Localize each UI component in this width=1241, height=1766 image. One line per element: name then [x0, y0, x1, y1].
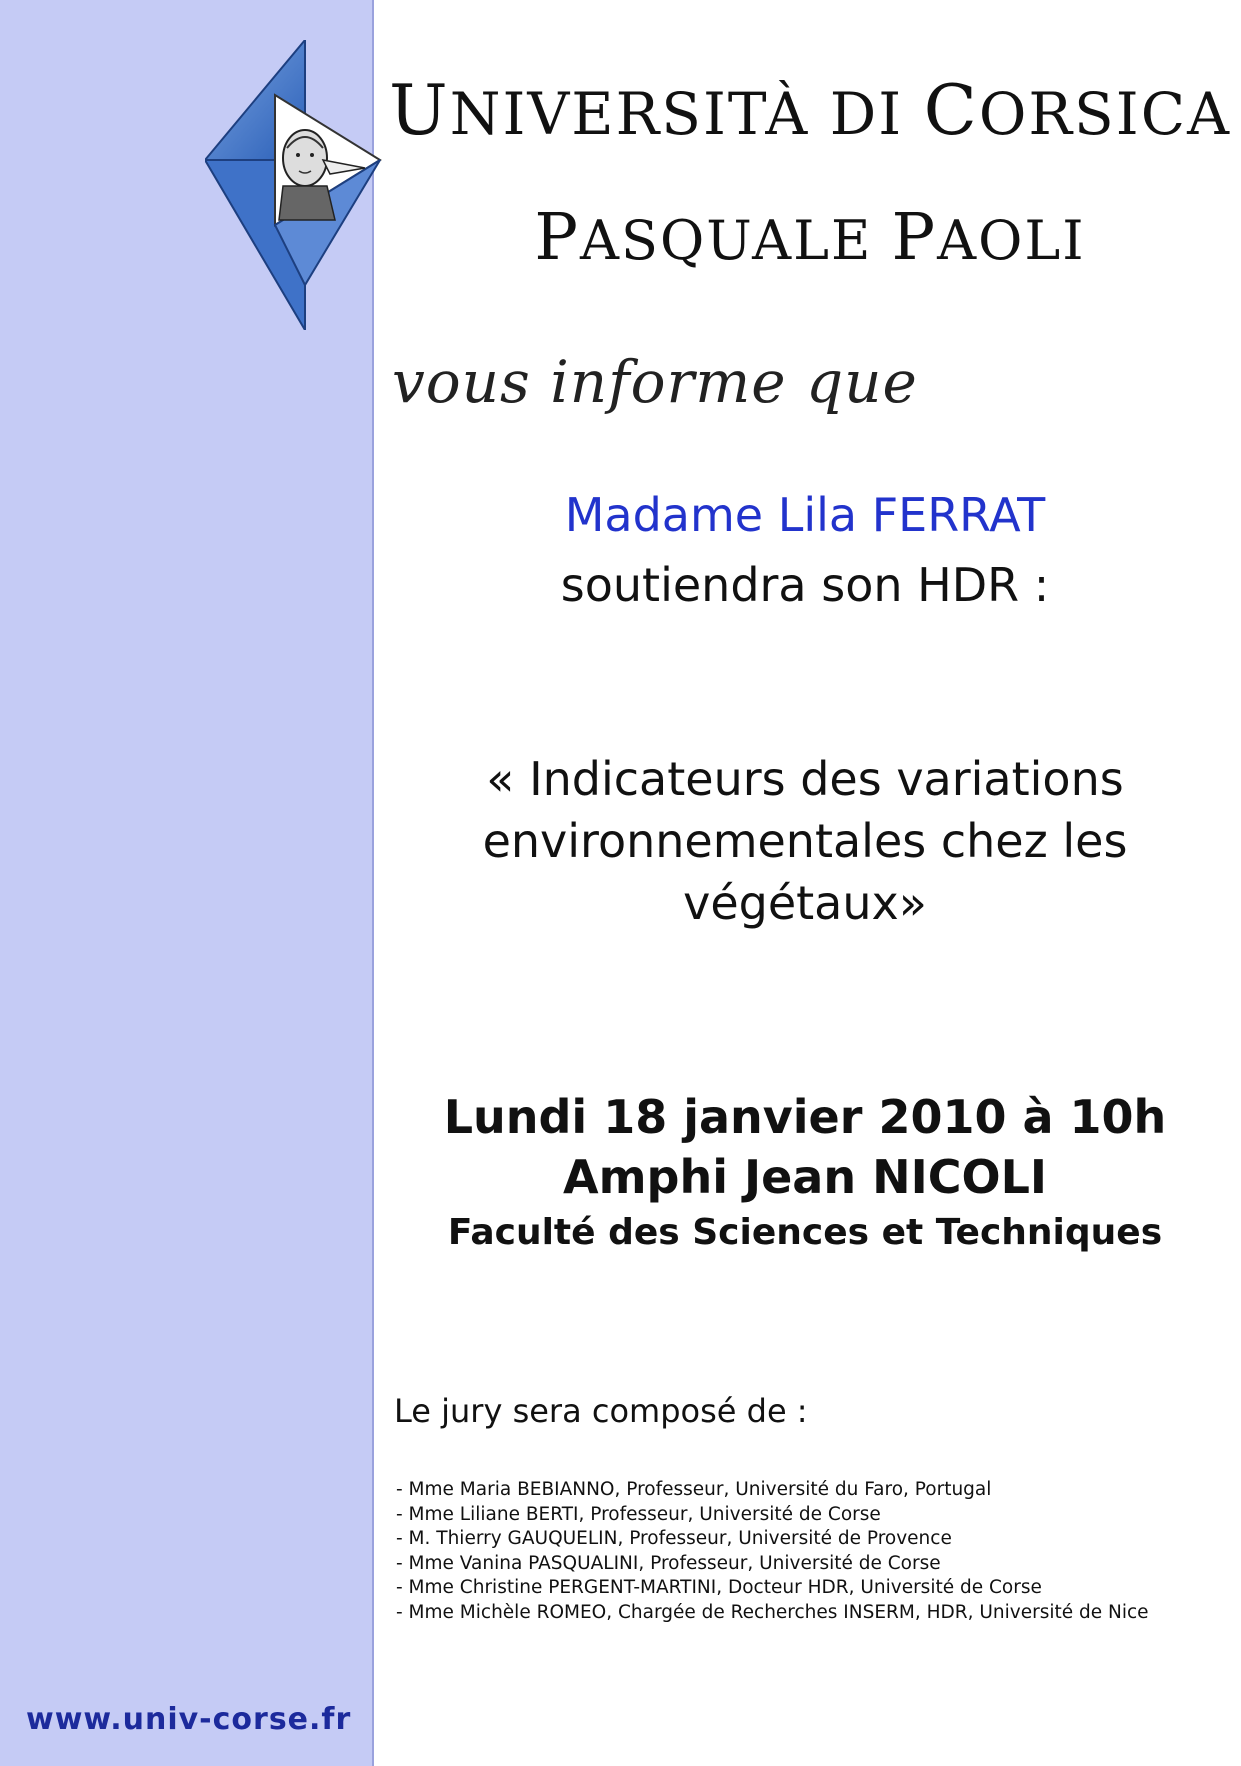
jury-list: [396, 1478, 1149, 1625]
list-item: - Mme Liliane BERTI, Professeur, Université de Corse: [396, 1503, 881, 1525]
list-item: - M. Thierry GAUQUELIN, Professeur, Université de Provence: [396, 1528, 952, 1549]
thesis-title-line: environnementales chez les: [482, 814, 1128, 868]
university-name-line2: PASQUALE PAOLI: [534, 200, 1086, 275]
website-link[interactable]: www.univ-corse.fr: [26, 1702, 352, 1737]
jury-heading: Le jury sera composé de :: [394, 1392, 808, 1430]
thesis-title-line: « Indicateurs des variations: [486, 752, 1124, 806]
list-item: - Mme Christine PERGENT-MARTINI, Docteur HDR, Université de Corse: [396, 1577, 1042, 1598]
event-date: Lundi 18 janvier 2010 à 10h: [443, 1090, 1167, 1144]
defense-announcement: soutiendra son HDR :: [560, 558, 1050, 612]
event-venue: Amphi Jean NICOLI: [562, 1150, 1047, 1204]
list-item: - Mme Maria BEBIANNO, Professeur, Université du Faro, Portugal: [396, 1479, 992, 1500]
university-name-line1: UNIVERSITÀ DI CORSICA: [389, 70, 1231, 151]
list-item: - Mme Michèle ROMEO, Chargée de Recherches INSERM, HDR, Université de Nice: [396, 1601, 1149, 1623]
thesis-title-line: végétaux»: [683, 876, 927, 930]
candidate-name: Madame Lila FERRAT: [564, 488, 1046, 542]
tagline: vous informe que: [392, 348, 918, 416]
thesis-title: [400, 748, 1210, 934]
event-faculty: Faculté des Sciences et Techniques: [447, 1212, 1163, 1253]
list-item: - Mme Vanina PASQUALINI, Professeur, Université de Corse: [396, 1552, 941, 1574]
